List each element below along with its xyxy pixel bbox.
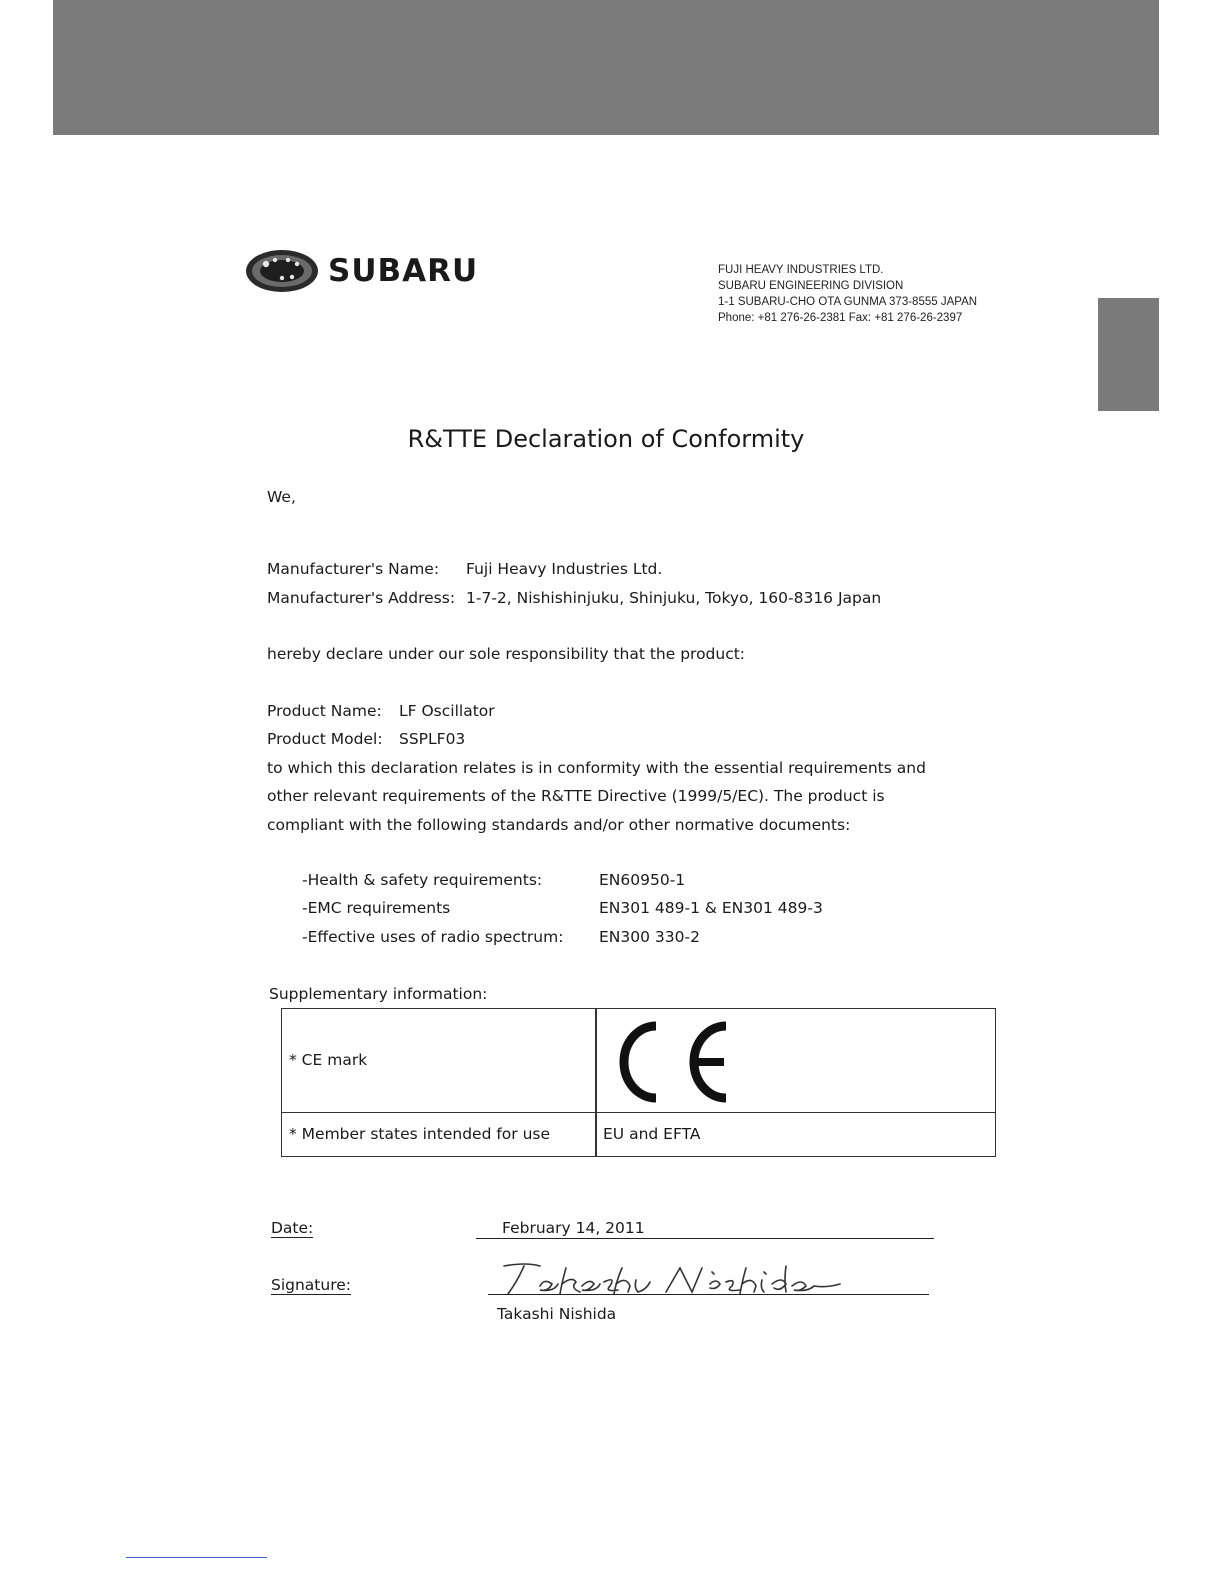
member-states-label: * Member states intended for use	[289, 1125, 551, 1143]
subaru-emblem-icon	[244, 248, 320, 294]
subaru-logo	[244, 247, 478, 295]
standard-value: EN300 330-2	[599, 928, 700, 946]
table-divider	[595, 1009, 597, 1156]
product-model-label: Product Model:	[267, 730, 383, 748]
date-label: Date:	[271, 1219, 314, 1237]
intro-text: We,	[267, 488, 296, 506]
standard-label: -EMC requirements	[302, 899, 451, 917]
manufacturer-name-label: Manufacturer's Name:	[267, 560, 440, 578]
ce-mark-icon	[608, 1014, 728, 1106]
conformity-line: other relevant requirements of the R&TTE Directive (1999/5/EC). The product is	[267, 787, 885, 805]
signature-label: Signature:	[271, 1276, 351, 1294]
company-line: FUJI HEAVY INDUSTRIES LTD.	[718, 264, 884, 276]
date-line	[476, 1238, 934, 1239]
product-name-label: Product Name:	[267, 702, 382, 720]
standard-label: -Health & safety requirements:	[302, 871, 543, 889]
company-address-block	[718, 262, 977, 326]
manufacturer-name-value: Fuji Heavy Industries Ltd.	[466, 560, 663, 578]
section-tab	[1098, 298, 1159, 411]
company-line: SUBARU ENGINEERING DIVISION	[718, 280, 904, 292]
product-model-value: SSPLF03	[399, 730, 466, 748]
header-band	[53, 0, 1159, 135]
manufacturer-address-label: Manufacturer's Address:	[267, 589, 456, 607]
date-value: February 14, 2011	[502, 1219, 645, 1237]
company-line: 1-1 SUBARU-CHO OTA GUNMA 373-8555 JAPAN	[718, 296, 978, 308]
ce-symbol-icon	[608, 1014, 728, 1106]
signature-line	[488, 1294, 929, 1295]
brand-wordmark: SUBARU	[328, 253, 479, 289]
manufacturer-address-value: 1-7-2, Nishishinjuku, Shinjuku, Tokyo, 160-8316 Japan	[466, 589, 882, 607]
supplementary-table	[281, 1008, 996, 1157]
ce-mark-label: * CE mark	[289, 1051, 368, 1069]
conformity-line: to which this declaration relates is in conformity with the essential requirements and	[267, 759, 926, 777]
standard-label: -Effective uses of radio spectrum:	[302, 928, 564, 946]
footer-rule	[126, 1557, 267, 1558]
signatory-name: Takashi Nishida	[497, 1305, 617, 1323]
standard-value: EN60950-1	[599, 871, 686, 889]
conformity-line: compliant with the following standards and/or other normative documents:	[267, 816, 851, 834]
declaration-statement: hereby declare under our sole responsibility that the product:	[267, 645, 746, 663]
standard-value: EN301 489-1 & EN301 489-3	[599, 899, 823, 917]
supplementary-heading: Supplementary information:	[269, 985, 488, 1003]
company-line: Phone: +81 276-26-2381 Fax: +81 276-26-2397	[718, 312, 963, 324]
document-title: R&TTE Declaration of Conformity	[407, 425, 805, 453]
member-states-value: EU and EFTA	[603, 1125, 701, 1143]
product-name-value: LF Oscillator	[399, 702, 495, 720]
